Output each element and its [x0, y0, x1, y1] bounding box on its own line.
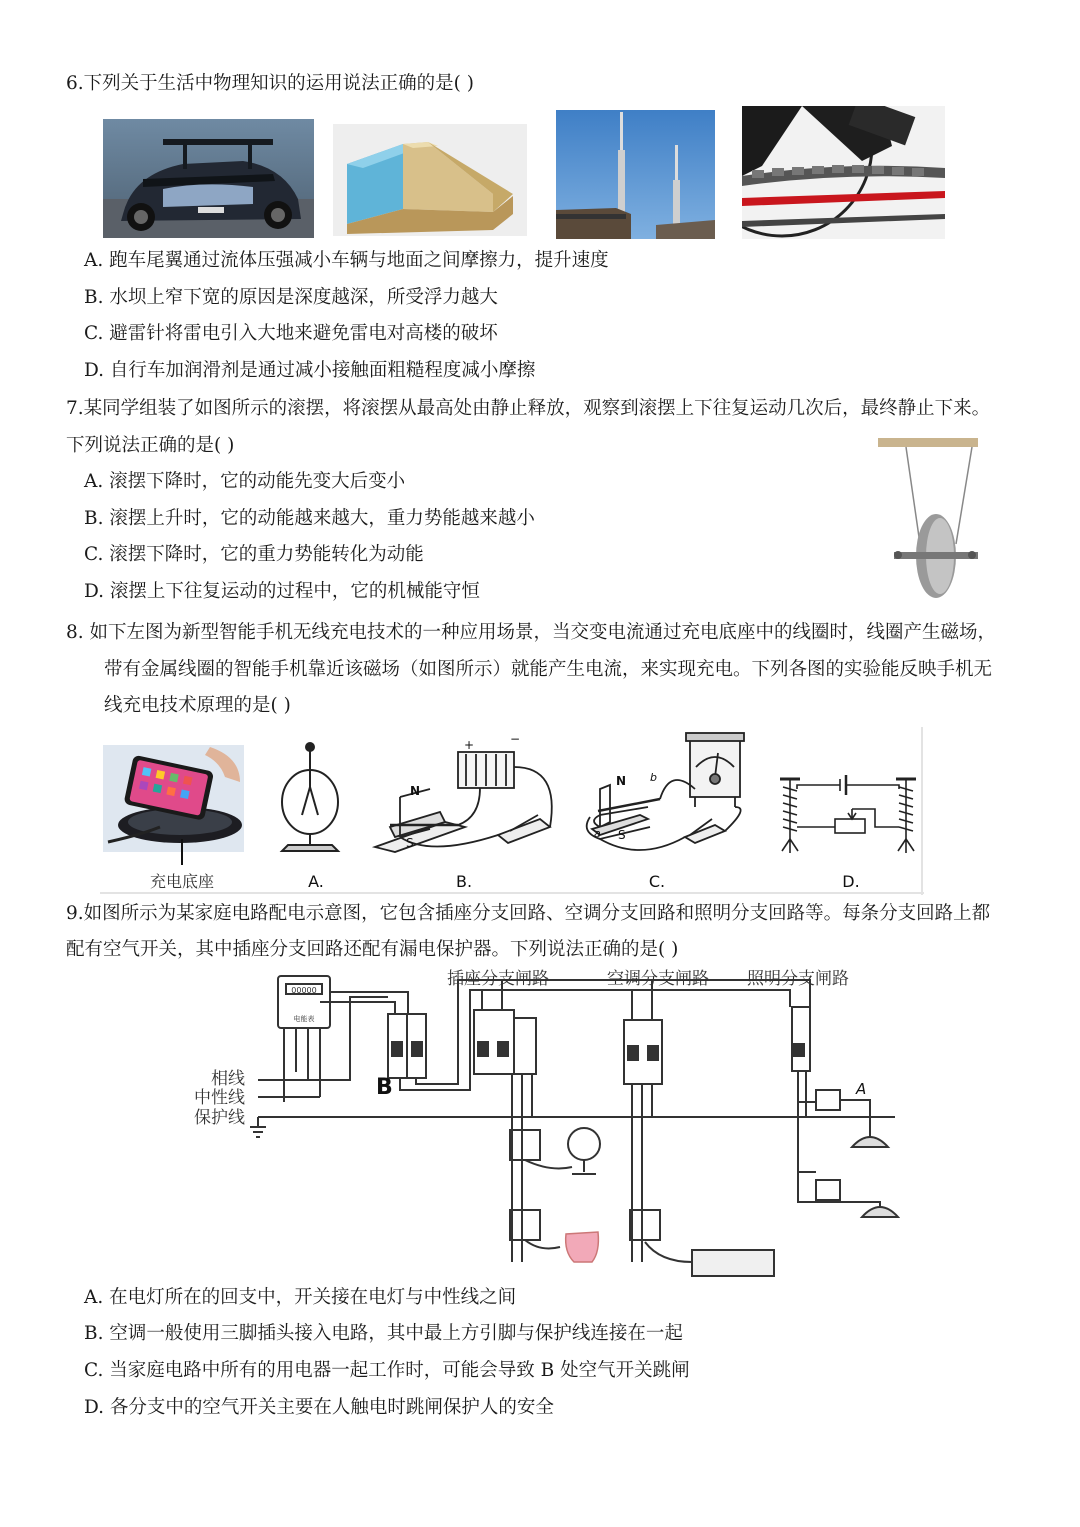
q7-stem-line1: 7.某同学组装了如图所示的滚摆，将滚摆从最高处由静止释放，观察到滚摆上下往复运动几次后，最终静止下来。	[66, 398, 991, 419]
figure-d-label: D.	[842, 872, 860, 891]
ac-branch-label: 空调分支闸路	[607, 969, 709, 989]
point-a-label: A	[856, 1080, 867, 1098]
q7-option-b: B. 滚摆上升时，它的动能越来越大，重力势能越来越小	[84, 508, 535, 529]
point-b-label: B	[376, 1075, 393, 1100]
bicycle-chain-photo	[742, 106, 945, 239]
q6-option-a: A. 跑车尾翼通过流体压强减小车辆与地面之间摩擦力，提升速度	[84, 250, 609, 271]
q9-option-d: D. 各分支中的空气开关主要在人触电时跳闸保护人的安全	[84, 1397, 554, 1418]
q7-option-a: A. 滚摆下降时，它的动能先变大后变小	[84, 471, 406, 492]
magnet-n-label-b: N	[410, 784, 421, 798]
wireless-charger-photo	[103, 745, 244, 865]
q9-option-b: B. 空调一般使用三脚插头接入电路，其中最上方引脚与保护线连接在一起	[84, 1323, 683, 1344]
q6-option-c: C. 避雷针将雷电引入大地来避免雷电对高楼的破坏	[84, 323, 498, 344]
maxwell-pendulum-figure	[876, 436, 980, 606]
wire-a-label-c: a	[594, 827, 601, 840]
neutral-line-label: 中性线	[194, 1088, 245, 1108]
socket-branch-label: 插座分支闸路	[447, 969, 549, 989]
figure-c-label: C.	[648, 872, 666, 891]
q6-option-d: D. 自行车加润滑剂是通过减小接触面粗糙程度减小摩擦	[84, 360, 536, 381]
figure-b-label: B.	[455, 872, 473, 891]
home-circuit-diagram	[180, 962, 900, 1282]
battery-plus-label: +	[464, 738, 475, 752]
magnet-n-label-c: N	[616, 774, 627, 788]
charging-base-label: 充电底座	[149, 872, 215, 891]
lightning-rod-photo	[556, 110, 715, 239]
race-car-photo	[103, 119, 314, 238]
q8-stem-line2: 带有金属线圈的智能手机靠近该磁场（如图所示）就能产生电流，来实现充电。下列各图的实验能反映手机无	[104, 659, 993, 680]
q9-stem-line2: 配有空气开关，其中插座分支回路还配有漏电保护器。下列说法正确的是( )	[66, 939, 679, 960]
q8-figures	[100, 727, 924, 895]
q9-stem-line1: 9.如图所示为某家庭电路配电示意图，它包含插座分支回路、空调分支回路和照明分支回路等。每条分支回路上都	[66, 903, 991, 924]
q7-stem-line2: 下列说法正确的是( )	[66, 435, 235, 456]
q6-stem: 6.下列关于生活中物理知识的运用说法正确的是( )	[66, 73, 474, 94]
wire-b-label-c: b	[650, 771, 657, 784]
q7-option-d: D. 滚摆上下往复运动的过程中，它的机械能守恒	[84, 581, 480, 602]
q9-option-a: A. 在电灯所在的回支中，开关接在电灯与中性线之间	[84, 1287, 517, 1308]
phase-line-label: 相线	[211, 1069, 245, 1089]
light-branch-label: 照明分支闸路	[747, 969, 849, 989]
protective-line-label: 保护线	[194, 1108, 245, 1128]
q7-option-c: C. 滚摆下降时，它的重力势能转化为动能	[84, 544, 424, 565]
magnet-s-label-c: S	[618, 828, 626, 842]
q8-stem-line1: 8. 如下左图为新型智能手机无线充电技术的一种应用场景，当交变电流通过充电底座中的线圈时，线圈产生磁场，	[66, 622, 997, 643]
figure-a-label: A.	[308, 872, 324, 891]
q9-option-c: C. 当家庭电路中所有的用电器一起工作时，可能会导致 B 处空气开关跳闸	[84, 1360, 690, 1381]
dam-diagram	[333, 124, 527, 236]
meter-label: 电能表	[293, 1015, 315, 1023]
meter-digits: 00000	[291, 986, 317, 995]
battery-minus-label: −	[510, 732, 521, 746]
q8-stem-line3: 线充电技术原理的是( )	[104, 695, 291, 716]
q6-option-b: B. 水坝上窄下宽的原因是深度越深，所受浮力越大	[84, 287, 498, 308]
magnet-s-label-b: S	[406, 836, 414, 850]
